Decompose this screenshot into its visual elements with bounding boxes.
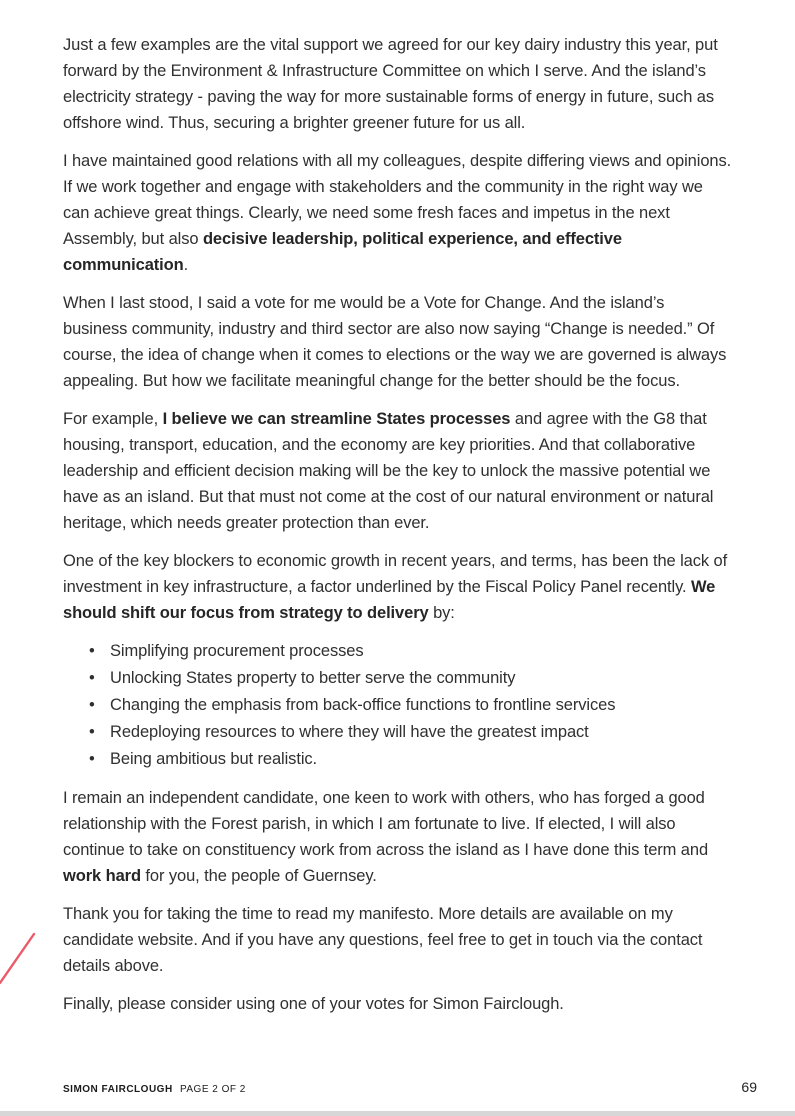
paragraph [63,148,733,278]
bold-emphasis: We should shift our focus from strategy to delivery [63,578,716,622]
paragraph-text: Thank you for taking the time to read my manifesto. More details are available on my candidate website. And if you have any questions, feel free to get in touch via the contact details above. [63,905,703,975]
footer-page-label: PAGE 2 OF 2 [179,1084,246,1095]
list-item [63,719,733,746]
list-item [63,638,733,665]
paragraph [63,32,733,136]
list-item [63,692,733,719]
manifesto-body-text [63,32,733,1029]
delivery-bullet-list [63,638,733,773]
bold-emphasis: work hard [63,867,141,885]
list-item-text: Simplifying procurement processes [110,642,364,660]
paragraph-text: Finally, please consider using one of your votes for Simon Fairclough. [63,995,564,1013]
paragraph-text: For example, [63,410,163,428]
list-item [63,665,733,692]
bullet-dot-icon: • [89,750,95,768]
paragraph-text: . [183,256,189,274]
list-item-text: Redeploying resources to where they will have the greatest impact [110,723,589,741]
paragraph-text: and agree with the G8 that housing, transport, education, and the economy are key priorities. And that collaborative leadership and efficient decision making will be the key to unlock the massive potential we have as an island. But that must not come at the cost of our natural environment or natural heritage, which needs greater protection than ever. [63,410,714,532]
paragraph [63,991,733,1017]
bold-emphasis: decisive leadership, political experience, and effective communication [63,230,622,274]
paragraph-text: by: [428,604,455,622]
page-bottom-edge [0,1111,795,1116]
list-item-text: Being ambitious but realistic. [110,750,318,768]
paragraph [63,901,733,979]
page-footer [63,1079,757,1095]
footer-page-number: 69 [741,1079,757,1095]
paragraph [63,785,733,889]
paragraph [63,290,733,394]
bullet-dot-icon: • [89,723,95,741]
list-item-text: Unlocking States property to better serve the community [110,669,516,687]
corner-accent-stroke [0,934,34,983]
paragraph [63,406,733,536]
footer-byline [63,1084,246,1095]
bullet-dot-icon: • [89,642,95,660]
paragraph-text: Just a few examples are the vital support we agreed for our key dairy industry this year, put forward by the Environment & Infrastructure Committee on which I serve. And the island’s electricity strategy - paving the way for more sustainable forms of energy in future, such as offshore wind. Thus, securing a brighter greener future for us all. [63,36,718,132]
paragraph-text: for you, the people of Guernsey. [140,867,377,885]
corner-accent-line [0,928,38,986]
paragraph [63,548,733,626]
bullet-dot-icon: • [89,669,95,687]
paragraph-text: I have maintained good relations with all my colleagues, despite differing views and opinions. If we work together and engage with stakeholders and the community in the right way we can achieve great things. Clearly, we need some fresh faces and impetus in the next Assembly, but also [63,152,732,248]
footer-candidate-name: SIMON FAIRCLOUGH [63,1084,173,1095]
paragraph-text: When I last stood, I said a vote for me would be a Vote for Change. And the island’s business community, industry and third sector are also now saying “Change is needed.” Of course, the idea of change when it comes to elections or the way we are governed is always appealing. But how we facilitate meaningful change for the better should be the focus. [63,294,727,390]
list-item-text: Changing the emphasis from back-office functions to frontline services [110,696,616,714]
paragraph-text: I remain an independent candidate, one keen to work with others, who has forged a good relationship with the Forest parish, in which I am fortunate to live. If elected, I will also continue to take on constituency work from across the island as I have done this term and [63,789,709,859]
list-item [63,746,733,773]
bold-emphasis: I believe we can streamline States processes [162,410,511,428]
paragraph-text: One of the key blockers to economic growth in recent years, and terms, has been the lack of investment in key infrastructure, a factor underlined by the Fiscal Policy Panel recently. [63,552,728,596]
bullet-dot-icon: • [89,696,95,714]
